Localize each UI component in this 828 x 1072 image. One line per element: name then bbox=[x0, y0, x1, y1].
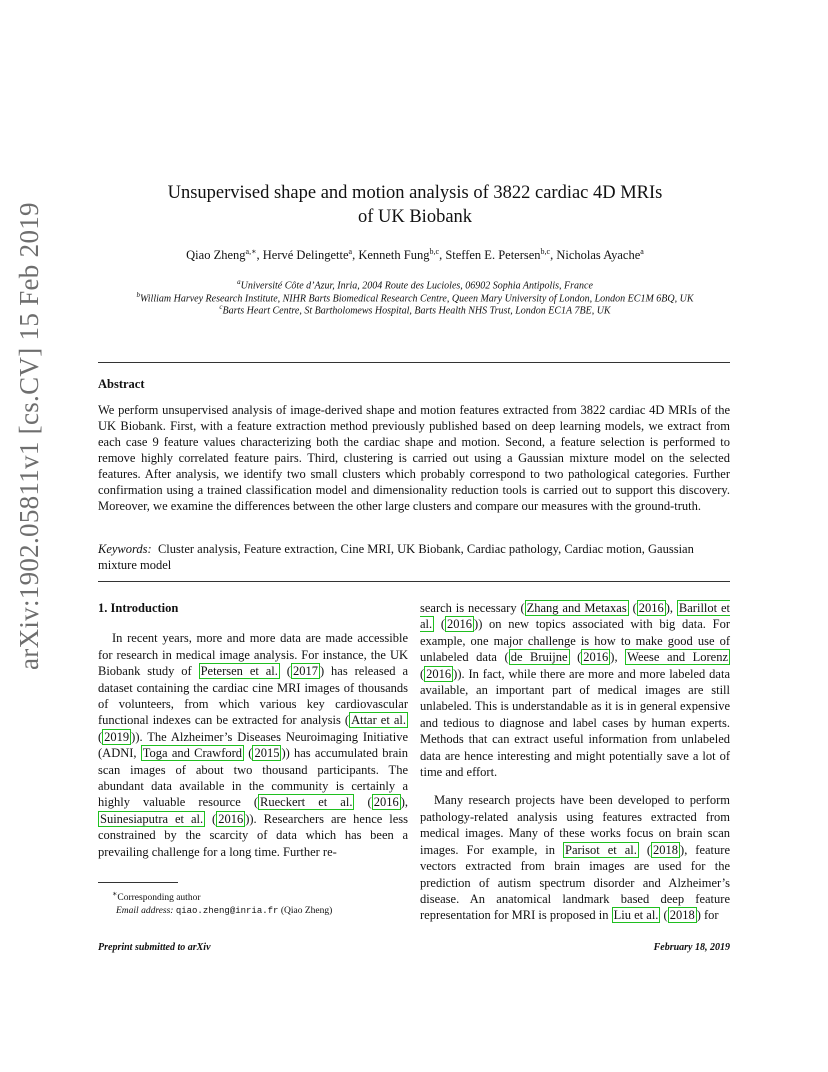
citation-link[interactable]: Zhang and Metaxas bbox=[526, 601, 627, 615]
citation-link[interactable]: Weese and Lorenz bbox=[627, 650, 729, 665]
author-name: Steffen E. Petersen$^{b,c}$ bbox=[445, 247, 551, 263]
citation-link[interactable]: 2016 bbox=[218, 811, 244, 826]
paper-title bbox=[100, 181, 730, 229]
citation-link[interactable]: Suinesiaputra et al. bbox=[100, 811, 204, 826]
citation-link[interactable]: 2016 bbox=[447, 617, 473, 632]
citation-link[interactable]: 2019 bbox=[104, 729, 130, 744]
citation-link[interactable]: Parisot et al. bbox=[565, 842, 637, 857]
citation-link[interactable]: Petersen et al. bbox=[200, 664, 278, 679]
top-rule bbox=[98, 362, 730, 363]
footnote-text: Corresponding author bbox=[117, 893, 201, 904]
author-name: Hervé Delingette$^a$ bbox=[262, 247, 353, 263]
author-email: qiao.zheng@inria.fr bbox=[175, 906, 279, 917]
keywords bbox=[98, 541, 730, 573]
affiliation-b: $^b$William Harvey Research Institute, NIHR Barts Biomedical Research Centre, Queen Mary University of London, London EC1M 6BQ, UK bbox=[136, 291, 694, 305]
citation-link[interactable]: 2018 bbox=[653, 842, 679, 857]
section-heading: 1. Introduction bbox=[98, 601, 179, 615]
column-right bbox=[420, 600, 730, 924]
keywords-label: Keywords: bbox=[98, 542, 152, 556]
footer-date: February 18, 2019 bbox=[653, 942, 730, 953]
intro-paragraph-1: In recent years, more and more data are made accessible for research in medical image analysis. For instance, the UK Biobank study of Petersen et al. ( 2017 ) has released a dataset containing the cardiac cine MRI images of thousands of volunteers, from which various key cardiovascular functional indexes can be extracted for analysis ( Attar et al. ( 2019 )). The Alzheimer’s Diseases Neuroimaging Initiative (ADNI, Toga and Crawford ( 2015 )) has accumulated brain scan images of about two thousand participants. The abundant data available in the community is certainly a highly valuable resource ( Rueckert et al. ( 2016 ), Suinesiaputra et al. ( 2016 )). Researchers are hence less constrained by the scarcity of data which has been a prevailing challenge for a long time. Further re- bbox=[98, 631, 409, 859]
intro-paragraph-3: Many research projects have been developed to perform pathology-related analysis using features extracted from medical images. Many of these works focus on brain scan images. For example, in Parisot et al. ( 2018 ), feature vectors extracted from brain images are used for the prediction of autism spectrum disorder and Alzheimer’s disease. An anatomical landmark based deep feature representation for MRI is proposed in Liu et al. ( 2018 ) for bbox=[420, 793, 730, 923]
arxiv-identifier: arXiv:1902.05811v1 [cs.CV] 15 Feb 2019 bbox=[14, 202, 44, 670]
citation-link[interactable]: 2016 bbox=[583, 650, 609, 665]
title-line-1: Unsupervised shape and motion analysis of 3822 cardiac 4D MRIs bbox=[167, 183, 663, 203]
abstract-bottom-rule bbox=[98, 581, 730, 582]
affiliation-a: $^a$Université Côte d’Azur, Inria, 2004 Route des Lucioles, 06902 Sophia Antipolis, France bbox=[237, 278, 593, 292]
keywords-text: Cluster analysis, Feature extraction, Cine MRI, UK Biobank, Cardiac pathology, Cardiac motion, Gaussian mixture model bbox=[98, 542, 694, 572]
citation-link[interactable]: 2016 bbox=[426, 666, 452, 681]
citation-link[interactable]: 2016 bbox=[638, 601, 664, 615]
abstract-text: We perform unsupervised analysis of image-derived shape and motion features extracted from 3822 cardiac 4D MRIs of the UK Biobank. First, with a feature extraction method previously published based on deep learning models, we extract from each case 9 feature values characterizing both the cardiac shape and motion. Second, a feature selection is performed to remove highly correlated feature pairs. Third, clustering is carried out using a Gaussian mixture model on the selected features. After analysis, we identify two small clusters which probably correspond to two pathological categories. Further confirmation using a trained classification model and dimensionality reduction tools is carried out to support this discovery. Moreover, we examine the differences between the other large clusters and compare our measures with the ground-truth. bbox=[98, 403, 730, 513]
citation-link[interactable]: 2017 bbox=[292, 664, 318, 679]
citation-link[interactable]: Toga and Crawford bbox=[142, 746, 243, 761]
footer-left: Preprint submitted to arXiv bbox=[98, 942, 211, 953]
citation-link[interactable]: 2018 bbox=[669, 908, 695, 923]
citation-link[interactable]: Attar et al. bbox=[351, 713, 406, 728]
author-name: Qiao Zheng$^{a,∗}$ bbox=[186, 247, 257, 263]
intro-paragraph-2: search is necessary ( Zhang and Metaxas ( 2016 ), Barillot et al. ( 2016 )) on new topics associated with big data. For example, one major challenge is how to make good use of unlabeled data ( de Bruijne ( 2016 ), Weese and Lorenz ( 2016 )). In fact, while there are more and more labeled data available, an important part of medical images are still unlabeled. This is understandable as it is in general expensive and tedious to diagnose and label cases by human experts. Methods that can extract useful information from unlabeled data are hence interesting and might potentially save a lot of time and effort. bbox=[420, 601, 731, 780]
affiliation-c: $^c$Barts Heart Centre, St Bartholomews Hospital, Barts Health NHS Trust, London EC1A 7BE, UK bbox=[219, 303, 611, 317]
citation-link[interactable]: 2015 bbox=[254, 746, 280, 761]
title-line-2: of UK Biobank bbox=[357, 207, 473, 227]
author-name: Kenneth Fung$^{b,c}$ bbox=[358, 247, 440, 263]
citation-link[interactable]: 2016 bbox=[373, 795, 399, 810]
citation-link[interactable]: Barillot et al. bbox=[420, 601, 731, 632]
abstract-heading: Abstract bbox=[98, 377, 145, 391]
citation-link[interactable]: Rueckert et al. bbox=[260, 795, 353, 810]
footnote: ∗Corresponding author Email address: qiao.zheng@inria.fr (Qiao Zheng) bbox=[112, 889, 333, 917]
column-left bbox=[98, 600, 408, 860]
citation-link[interactable]: de Bruijne bbox=[510, 650, 568, 665]
author-name: Nicholas Ayache$^a$ bbox=[556, 247, 644, 263]
citation-link[interactable]: Liu et al. bbox=[613, 908, 659, 923]
footnote-rule bbox=[98, 882, 178, 883]
author-list: Qiao Zheng$^{a,∗}$, Hervé Delingette$^a$, Kenneth Fung$^{b,c}$, Steffen E. Petersen$^{b,c}$, Nicholas Ayache$^a$ bbox=[186, 247, 644, 263]
